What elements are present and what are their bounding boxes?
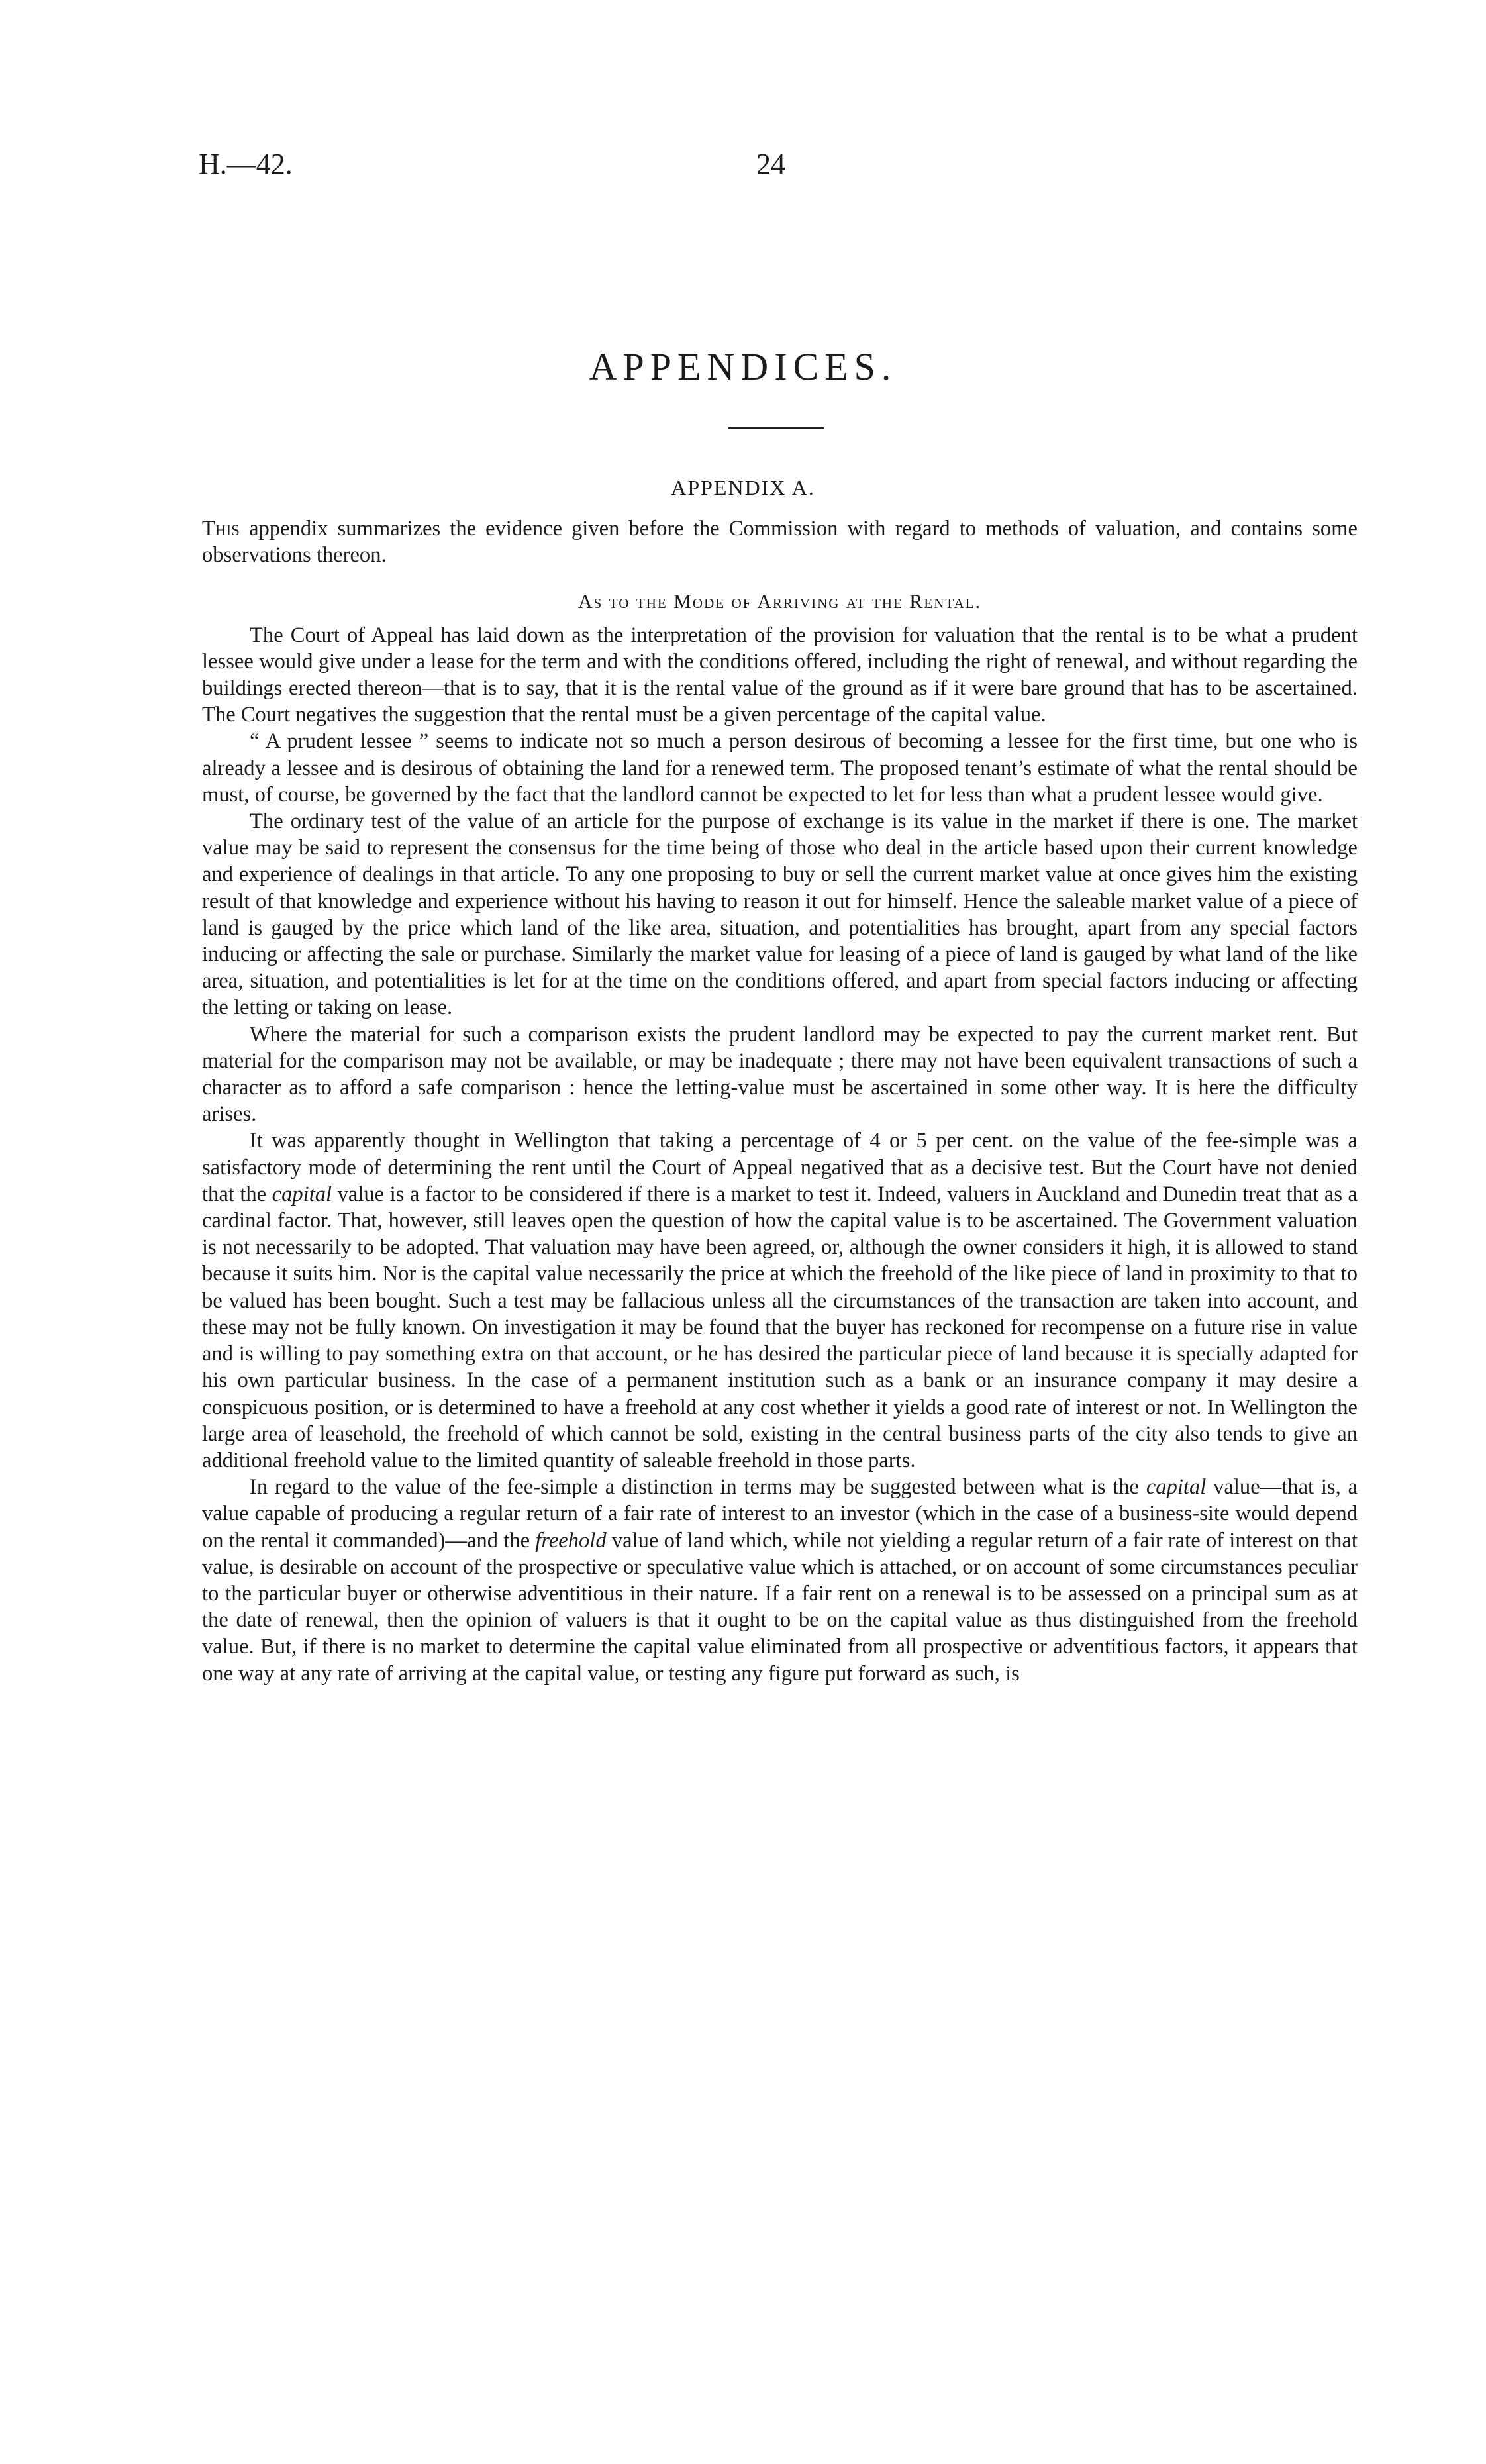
paragraph-4: Where the material for such a comparison exists the prudent landlord may be expected to pay the current market rent. But material for the comparison may not be available, or may be inadequate ; there may not have been equivalent transactions of such a character as to afford a safe comparison : hence the letting-value must be ascertained in some other way. It is here the difficulty arises. [202,1022,1358,1127]
document-reference: H.—42. [199,148,293,180]
page-title: APPENDICES. [589,345,897,388]
intro-lead-word: This [202,517,240,540]
paragraph-3: The ordinary test of the value of an article for the purpose of exchange is its value in the market if there is one. The market value may be said to represent the consensus for the time being of those who deal in the article based upon their current knowledge and experience of dealings in that article. To any one proposing to buy or sell the current market value at once gives him the existing result of that knowledge and experience without his having to reason it out for himself. Hence the saleable market value of a piece of land is gauged by the price which land of the like area, situation, and potentialities has brought, apart from any special factors inducing or affecting the sale or purchase. Similarly the market value for leasing of a piece of land is gauged by what land of the like area, situation, and potentialities is let for at the time on the conditions offered, and apart from special factors inducing or affecting the letting or taking on lease. [202,809,1358,1020]
page-header [199,147,1367,187]
intro-paragraph [202,515,1358,568]
paragraph-5-text-b: value is a factor to be considered if there is a market to test it. Indeed, valuers in Auckland and Dunedin treat that as a cardinal factor. That, however, still leaves open the question of how the capital value is to be ascertained. The Government valuation is not necessarily to be adopted. That valuation may have been agreed, or, although the owner considers it high, it is allowed to stand because it suits him. Nor is the capital value necessarily the price at which the freehold of the like piece of land in proximity to that to be valued has been bought. Such a test may be fallacious unless all the circumstances of the transaction are taken into account, and these may not be fully known. On investigation it may be found that the buyer has reckoned for recompense on a future rise in value and is willing to pay something extra on that account, or he has desired the particular piece of land because it is specially adapted for his own particular business. In the case of a permanent institution such as a bank or an insurance company it may desire a conspicuous position, or is determined to have a freehold at any cost whether it yields a good rate of interest or not. In Wellington the large area of leasehold, the freehold of which cannot be sold, existing in the central business parts of the city also tends to give an additional freehold value to the limited quantity of saleable freehold in those parts. [202,1182,1358,1472]
appendix-heading: APPENDIX A. [671,476,815,499]
paragraph-2: “ A prudent lessee ” seems to indicate not so much a person desirous of becoming a lessee for the first time, but one who is already a lessee and is desirous of obtaining the land for a renewed term. The proposed tenant’s estimate of what the rental should be must, of course, be governed by the fact that the landlord cannot be expected to let for less than what a prudent lessee would give. [202,729,1358,807]
paragraph-5 [202,1127,1358,1474]
title-divider [728,427,824,429]
paragraph-6-text-c: value of land which, while not yielding a regular return of a fair rate of interest on that value, is desirable on account of the prospective or speculative value which is attached, or on account of some circumstances peculiar to the particular buyer or otherwise adventitious in their nature. If a fair rent on a renewal is to be assessed on a principal sum as at the date of renewal, then the opinion of valuers is that it ought to be on the capital value as thus distinguished from the freehold value. But, if there is no market to determine the capital value eliminated from all prospective or adventitious factors, it appears that one way at any rate of arriving at the capital value, or testing any figure put forward as such, is [202,1528,1358,1686]
paragraph-5-text-a: It was apparently thought in Wellington that taking a percentage of 4 or 5 per cent. on the value of the fee-simple was a satisfactory mode of determining the rent until the Court of Appeal negatived that as a decisive test. But the Court have not denied that the [202,1129,1358,1206]
paragraph-6 [202,1474,1358,1687]
page-number: 24 [756,148,785,180]
paragraph-6-emphasis-2: freehold [535,1528,607,1553]
document-body [202,515,1358,1687]
paragraph-6-emphasis-1: capital [1146,1475,1207,1500]
paragraph-5-emphasis: capital [272,1182,332,1206]
paragraph-1: The Court of Appeal has laid down as the interpretation of the provision for valuation that the rental is to be what a prudent lessee would give under a lease for the term and with the conditions offered, including the right of renewal, and without regarding the buildings erected thereon—that is to say, that it is the rental value of the ground as if it were bare ground that has to be ascertained. The Court negatives the suggestion that the rental must be a given percentage of the capital value. [202,623,1358,727]
paragraph-6-text-b: value—that is, a value capable of producing a regular return of a fair rate of interest to an investor (which in the case of a business-site would depend on the rental it commanded)—and the [202,1475,1358,1553]
intro-text: appendix summarizes the evidence given before the Commission with regard to methods of valuation, and contains some observations thereon. [202,517,1358,568]
section-heading: As to the Mode of Arriving at the Rental. [577,591,982,613]
paragraph-6-text-a: In regard to the value of the fee-simple a distinction in terms may be suggested between what is the [250,1475,1140,1500]
